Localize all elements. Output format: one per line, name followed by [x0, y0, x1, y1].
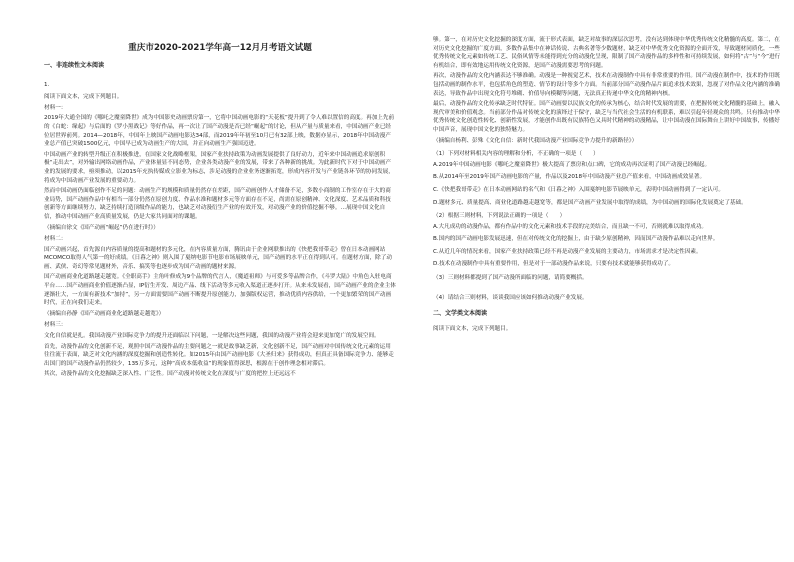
- section-heading-1: 一、非连续性文本阅读: [44, 62, 105, 69]
- instruction-2: 阅读下面文本，完成下列题目。: [433, 325, 512, 332]
- question-1-option-a: A.2019年中国动画电影《哪吒之魔童降世》极大提高了票房和点口碑，它的成功再次证明了国产动漫已经崛起。: [433, 161, 711, 168]
- question-2: （2）根据三则材料，下列说法正确的一项是（ ）: [433, 213, 566, 220]
- material-1-label: 材料一：: [44, 104, 67, 111]
- question-1-option-d: D.题材多元、质量提高、商业化道路越走越宽等，都是国产动画产业发展中取得的成绩，为中国动画的国际化发展奠定了基础。: [433, 199, 747, 206]
- question-3: （3）三则材料都提到了国产动漫所面临的问题，请简要概括。: [433, 275, 588, 282]
- material-1-paragraph: 中国动画产业的转型升级正在积极推进，在国家文化战略框架，国家产业扶持政策为动画发展提供了良好动力，近年来中国动画追求原创积极“走出去”，对外输出网络动画作品，产业体量显不同态势，企业各类动漫产业的发展，带来了各种新的挑战。为此新时代下对于中国动画产业的发展的要求，亟须推动，以2015年充执传媒成立影业为标志，涉足动漫的企业业务逐渐拓宽，形成内容开发与产业链各环节的协同发展，将成为中国动画产业发展的重要动力。: [44, 151, 394, 184]
- question-2-option-a: A.大凡成功的动漫作品，都有作品中的文化元素和技术手段的完美结合，而且缺一不可，否则就难以取得成功。: [433, 223, 708, 230]
- instruction: 阅读下面文本，完成下列题目。: [44, 94, 123, 101]
- material-2-paragraph: 国产动画商业化道路越走越宽。《全职高手》主角叶修成为9个品牌的代言人，《魔道祖师》与可爱多等品牌合作，《斗罗大陆》中角色入驻电商平台……国产动画商业价值逐渐凸显，IP衍生开发、周边产品、线下活动等多元收入渠道正逐步打开。从来未发展看，国产动画产业的企业主体逐渐壮大，一方面有新技术“加持”，另一方面需要国产动画不断提升原创能力，加强版权运营，推动优质内容供给，一个更加繁荣的国产动画时代，正在向我们走来。: [44, 274, 396, 307]
- material-3-paragraph: 首先，动漫作品的文化创新不足，观照中国产动漫作品的主要问题之一就是故事缺乏新，文化创新不足，国产动画对中国传统文化元素的运用往往流于表面，缺乏对文化内涵的深度挖掘和创造性转化。如2015年由国产动画电影《大圣归来》获得成功，但真正具备国际竞争力、能够走出国门的国产动漫作品仍然较少，135万多元，这种“高成本低收益”的现象值得深思，根源在于创作理念相对滞后。: [44, 343, 394, 367]
- material-3-paragraph: 其次，动漫作品的文化挖掘缺乏深入性、广泛性。国产动漫对传统文化在深度与广度的把控上还远远不: [44, 371, 296, 378]
- material-2-label: 材料二：: [44, 236, 67, 243]
- question-2-option-c: C.从近几年的情况来看，国家产业扶持政策已经不再是动漫产业发展的主要动力，市场需求才是决定性因素。: [433, 248, 702, 255]
- material-3-label: 材料三：: [44, 322, 67, 329]
- section-heading-2: 二、文学类文本阅读: [433, 310, 488, 318]
- question-number: 1.: [44, 81, 50, 88]
- question-1-option-c: C.《快把我哥带走》在日本动画网站的名气和《日暮之神》入围戛纳电影节展映单元，表明中国动画得到了一定认可。: [433, 186, 724, 193]
- question-2-option-b: B.国内的国产动画电影发展迅速，但在对传统文化的挖掘上，由于缺少原创精神，因而国产动漫作品难以走向世界。: [433, 236, 719, 243]
- question-2-option-d: D.技术在动漫制作中具有重要作用，但是对于一部动漫作品来说，只要有技术就能够获得成功了。: [433, 261, 675, 268]
- right-column: [433, 36, 785, 335]
- left-column: [44, 0, 396, 381]
- material-2-source: （摘编自孙静《国产动画商业化道路越走越宽》）: [44, 310, 165, 317]
- material-1-paragraph: 然而中国动画仍面临创作不足的问题：动画生产的规模和质量仍然存在差距，国产动画创作人才储备不足，多数小商制的工作室存在于大的商业局势，国产动画作品中有相当一部分仍然在原创力度、作品水准和题材多元等方面存在不足，尚需在原创精神、文化深度、艺术品质和科技创新等方面继续努力，缺乏持续打造顶级作品的能力，也缺乏对动漫衍生产业的有效开发，对动漫产业的价值挖掘不够。…展现中国文化自信，推动中国动画产业高质量发展，仍是大家共同面对的课题。: [44, 188, 391, 220]
- material-3-paragraph: 够。第一，在对历史文化挖掘的深度方面，流于形式表面，缺乏对故事的深层次思考，没有达到体现中华优秀传统文化精髓的高度。第二，在对历史文化挖掘的广度方面，多数作品集中在神话传说、古典名著等少数题材，缺乏对中华优秀文化资源的全面开发，导致题材同质化，一些优秀传统文化元素如传统工艺、民俗风情等未能得到充分的动漫化呈现，限制了国产动漫作品的多样性和可持续发展，如何将“古”与“今”进行有机结合，即有效地运用传统文化资源，是国产动漫需要思考的问题。: [433, 37, 781, 69]
- question-1: （1）下列对材料相关内容的理解和分析，不正确的一项是（ ）: [433, 151, 599, 158]
- material-3-paragraph: 再次，动漫作品的文化内涵表达不够准确。动漫是一种视觉艺术，技术在动漫制作中具有非常重要的作用。国产动漫在制作中，技术的作用既包括动画的制作水平，也包括角色的塑造、情节的设计等多个方面。当前部分国产动漫作品片面追求技术效果，忽视了对作品文化内涵的准确表达，导致作品中出现文化符号堆砌、价值导向模糊等问题，无法真正传递中华文化的精神内核。: [433, 73, 780, 97]
- question-4: （4）请结合三则材料，谈谈我国应该如何推动动漫产业发展。: [433, 294, 588, 301]
- material-3-source: （摘编自杨利、彭殊《文化自信：新时代我国动漫产业国际竞争力提升的新路径》）: [433, 137, 638, 144]
- question-1-option-b: B.从2014年至2019年国产动画电影的产量，作品以及2018年中国动漫产业总产值来看，中国动画成效显著。: [433, 174, 706, 181]
- material-3-paragraph: 最后，动漫作品的文化传承缺乏时代特征。国产动画要以民族文化的传承为核心，结合时代发展的需要，在把握传统文化精髓的基础上，融入现代审美和价值观念。当前部分作品对传统文化的演绎过于保守，缺乏与当代社会生活的有机联系，难以引起年轻观众的共鸣。只有推动中华优秀传统文化创造性转化、创新性发展，才能创作出既有民族特色又具时代精神的动漫精品，让中国动漫在国际舞台上讲好中国故事，传播好中国声音，展现中国文化的独特魅力。: [433, 101, 780, 133]
- page-title: 重庆市2020-2021学年高一12月月考语文试题: [128, 43, 312, 53]
- material-1-paragraph: 2019年大通全国的《哪吒之魔童降世》成为中国影史动画票房第一，它将中国动画电影的“天花板”提升到了令人难以置信的高度。再加上先前的《白蛇：缘起》与后面的《罗小黑战记》等好作品，再一次让了国产动漫是否已经“崛起”的讨论，但从产量与质量来看，中国动画产业已经位居世界前列。2014—2018年，中国年上映国产动画电影达34部，而2019年年初至10月已有32部上映，数据亦显示，2018年中国动漫产业总产值已突破1500亿元，中国早已成为动画生产的大国，并正向动画生产强国迈进。: [44, 115, 395, 148]
- material-2-paragraph: 国产动画兴起，首先源自内容质量的提高和题材的多元化，在内容质量方面，腾讯由于企业网联推出的《快把我哥带走》曾在日本动画网站MCOMCO取得人气第一的好成绩。《日暮之神》则入围了戛纳电影节电影市场展映单元，国产动画的水平正在得到认可。在题材方面，除了动画、武侠、奇幻等常见题材外，音乐、搞笑等也逐步成为国产动画的题材来源。: [44, 246, 392, 270]
- material-3-paragraph: 文化自信就是扎。我国动漫产业国际竞争力的提升还面临以下问题，一是解决这些问题，我国的动漫产业将会迎来更加宽广的发展空间。: [44, 333, 380, 340]
- material-1-source: （摘编自徐文《国产动画“崛起”仍在进行时》）: [44, 224, 159, 231]
